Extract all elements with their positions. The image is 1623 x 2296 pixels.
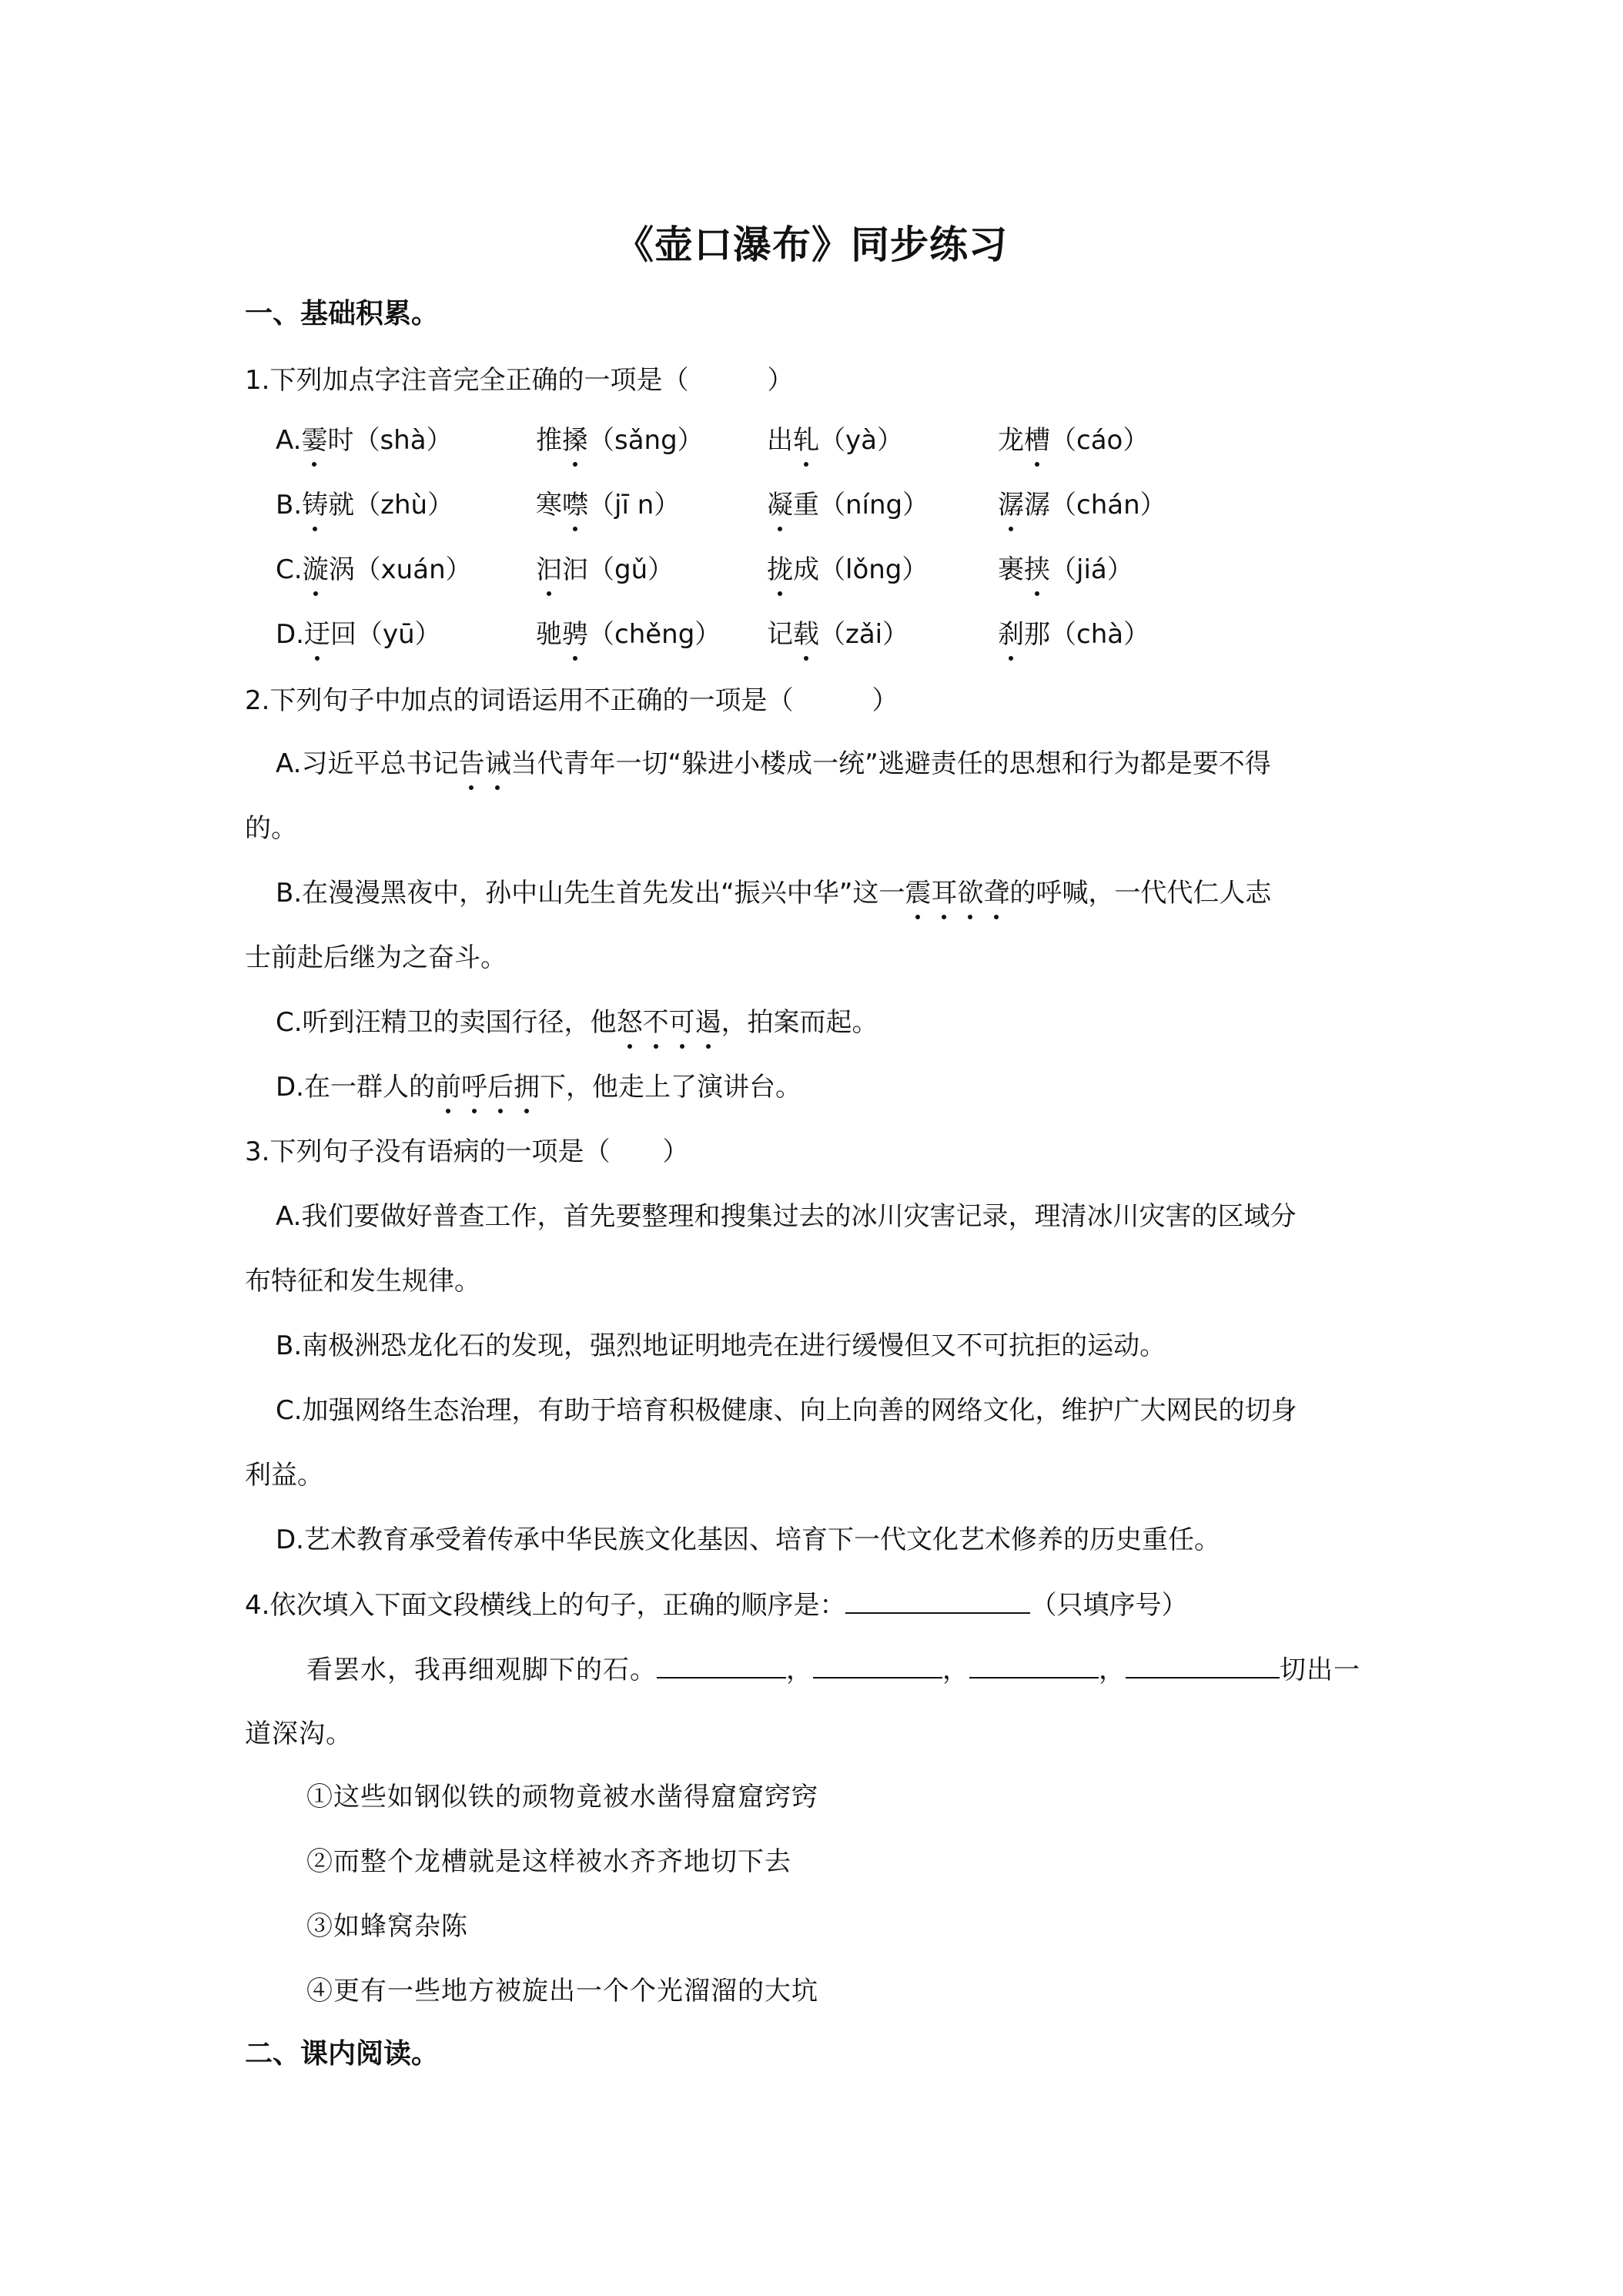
option-suffix: （yà） [819, 425, 903, 456]
question-4-stem [245, 1586, 1187, 1624]
dotted-character: 诫 [484, 745, 510, 782]
dotted-character: 漩 [303, 551, 329, 588]
option-suffix: 那（chà） [1024, 619, 1150, 650]
option-suffix: 重（níng） [793, 490, 929, 520]
question-4-option-2: ②而整个龙槽就是这样被水齐齐地切下去 [306, 1846, 791, 1877]
option-suffix: 时（shà） [327, 425, 453, 456]
question-1-option-c-item-1 [276, 551, 472, 588]
option-text: B.在漫漫黑夜中，孙中山先生首先发出“振兴中华”这一 [276, 878, 905, 909]
question-4-passage-line-2: 道深沟。 [245, 1719, 353, 1749]
question-4-stem-text: 4.依次填入下面文段横线上的句子，正确的顺序是： [245, 1590, 846, 1621]
dotted-character: 迂 [304, 616, 330, 653]
dotted-character: 遏 [695, 1004, 721, 1041]
passage-text: 看罢水，我再细观脚下的石。 [306, 1655, 657, 1685]
question-4-stem-note: （只填序号） [1030, 1590, 1188, 1621]
option-text: A.习近平总书记 [276, 748, 459, 779]
dotted-character: 槽 [1024, 422, 1050, 459]
option-suffix: 汩（gǔ） [562, 554, 674, 585]
option-prefix: 记 [767, 619, 793, 650]
dotted-character: 搡 [562, 422, 588, 459]
option-text: C.听到汪精卫的卖国行径，他 [276, 1007, 617, 1038]
option-prefix: 龙 [998, 425, 1024, 456]
dotted-character: 怒 [617, 1004, 643, 1041]
dotted-character: 刹 [998, 616, 1024, 653]
question-3-option-c: C.加强网络生态治理，有助于培育积极健康、向上向善的网络文化，维护广大网民的切身 [276, 1395, 1297, 1426]
question-1-option-a-item-4 [998, 422, 1149, 459]
question-1-option-c-item-2 [536, 551, 674, 588]
question-3-option-a: A.我们要做好普查工作，首先要整理和搜集过去的冰川灾害记录，理清冰川灾害的区域分 [276, 1201, 1297, 1232]
option-prefix: B. [276, 490, 303, 520]
question-1-option-a-item-3 [767, 422, 903, 459]
dotted-character: 耳 [931, 875, 957, 912]
option-suffix: （chěng） [588, 619, 721, 650]
dotted-character: 骋 [562, 616, 588, 653]
passage-separator: ， [786, 1655, 813, 1685]
question-1-option-a-item-2 [536, 422, 704, 459]
dotted-word [617, 1007, 721, 1038]
dotted-character: 前 [435, 1069, 461, 1106]
dotted-character: 凝 [767, 487, 793, 524]
option-text: 的呼喊，一代代仁人志 [1009, 878, 1272, 909]
option-prefix: 寒 [536, 490, 562, 520]
question-1-option-d-item-3 [767, 616, 909, 653]
option-text: 下，他走上了演讲台。 [540, 1072, 801, 1103]
dotted-word [458, 748, 510, 779]
question-4-option-1: ①这些如钢似铁的顽物竟被水凿得窟窟窍窍 [306, 1782, 818, 1812]
dotted-character: 后 [487, 1069, 514, 1106]
section-heading-reading: 二、课内阅读。 [245, 2038, 440, 2070]
dotted-character: 告 [458, 745, 484, 782]
dotted-word [905, 878, 1009, 909]
question-2-option-b [276, 875, 1271, 912]
option-prefix: A. [276, 425, 302, 456]
dotted-character: 震 [905, 875, 931, 912]
option-text: 当代青年一切“躲进小楼成一统”逃避责任的思想和行为都是要不得 [510, 748, 1271, 779]
option-text: D.在一群人的 [276, 1072, 435, 1103]
question-3-option-d: D.艺术教育承受着传承中华民族文化基因、培育下一代文化艺术修养的历史重任。 [276, 1525, 1220, 1555]
question-2-option-d [276, 1069, 801, 1106]
dotted-character: 欲 [957, 875, 983, 912]
option-suffix: （cáo） [1050, 425, 1149, 456]
option-suffix: （jī n） [588, 490, 681, 520]
dotted-character: 载 [793, 616, 819, 653]
dotted-character: 呼 [461, 1069, 487, 1106]
question-1-option-c-item-4 [998, 551, 1133, 588]
answer-blank[interactable] [845, 1586, 1030, 1614]
dotted-character: 潺 [998, 487, 1024, 524]
passage-separator: ， [942, 1655, 969, 1685]
question-4-option-4: ④更有一些地方被旋出一个个光溜溜的大坑 [306, 1976, 818, 2006]
dotted-character: 拢 [767, 551, 793, 588]
passage-blank-2[interactable] [813, 1651, 942, 1678]
passage-blank-3[interactable] [969, 1651, 1099, 1678]
option-prefix: 出 [767, 425, 793, 456]
dotted-character: 铸 [302, 487, 328, 524]
dotted-character: 轧 [793, 422, 819, 459]
question-2-option-c [276, 1004, 878, 1041]
passage-blank-1[interactable] [657, 1651, 786, 1678]
passage-blank-4[interactable] [1126, 1651, 1280, 1678]
question-4-option-3: ③如蜂窝杂陈 [306, 1911, 468, 1942]
question-1-option-d-item-2 [536, 616, 721, 653]
question-1-option-d-item-1 [276, 616, 441, 653]
question-3-stem: 3.下列句子没有语病的一项是（ ） [245, 1136, 689, 1167]
question-1-option-b-item-3 [767, 487, 929, 524]
question-3-option-c-cont: 利益。 [245, 1460, 323, 1491]
option-suffix: 涡（xuán） [328, 554, 472, 585]
question-1-option-b-item-1 [276, 487, 453, 524]
option-suffix: 就（zhù） [328, 490, 454, 520]
passage-text: 切出一 [1280, 1655, 1360, 1685]
question-1-option-b-item-4 [998, 487, 1166, 524]
dotted-character: 霎 [301, 422, 327, 459]
page-title: 《壶口瀑布》同步练习 [615, 223, 1008, 267]
dotted-character: 噤 [562, 487, 588, 524]
dotted-character: 不 [643, 1004, 669, 1041]
question-2-option-a [276, 745, 1271, 782]
question-2-option-b-cont: 士前赴后继为之奋斗。 [245, 942, 507, 973]
dotted-character: 挟 [1024, 551, 1050, 588]
question-3-option-b: B.南极洲恐龙化石的发现，强烈地证明地壳在进行缓慢但又不可抗拒的运动。 [276, 1330, 1166, 1361]
question-2-stem: 2.下列句子中加点的词语运用不正确的一项是（ ） [245, 685, 899, 716]
question-3-option-a-cont: 布特征和发生规律。 [245, 1266, 480, 1297]
question-1-option-b-item-2 [536, 487, 680, 524]
option-prefix: 推 [536, 425, 562, 456]
option-suffix: （sǎng） [588, 425, 704, 456]
question-4-passage-line-1 [306, 1651, 1360, 1689]
dotted-character: 汩 [536, 551, 562, 588]
dotted-character: 可 [669, 1004, 695, 1041]
question-1-option-a-item-1 [276, 422, 453, 459]
option-prefix: 驰 [536, 619, 562, 650]
question-1-option-d-item-4 [998, 616, 1149, 653]
option-text: ，拍案而起。 [721, 1007, 878, 1038]
option-prefix: D. [276, 619, 304, 650]
option-prefix: C. [276, 554, 303, 585]
option-suffix: 潺（chán） [1024, 490, 1166, 520]
option-suffix: 回（yū） [330, 619, 441, 650]
dotted-character: 聋 [983, 875, 1009, 912]
dotted-character: 拥 [514, 1069, 540, 1106]
option-suffix: 成（lǒng） [793, 554, 929, 585]
option-suffix: （zǎi） [819, 619, 909, 650]
passage-separator: ， [1099, 1655, 1126, 1685]
dotted-word [435, 1072, 540, 1103]
option-prefix: 裹 [998, 554, 1024, 585]
option-suffix: （jiá） [1050, 554, 1133, 585]
question-1-stem: 1.下列加点字注音完全正确的一项是（ ） [245, 365, 794, 396]
question-1-option-c-item-3 [767, 551, 928, 588]
section-heading-basic: 一、基础积累。 [245, 298, 440, 330]
question-2-option-a-cont: 的。 [245, 813, 297, 844]
